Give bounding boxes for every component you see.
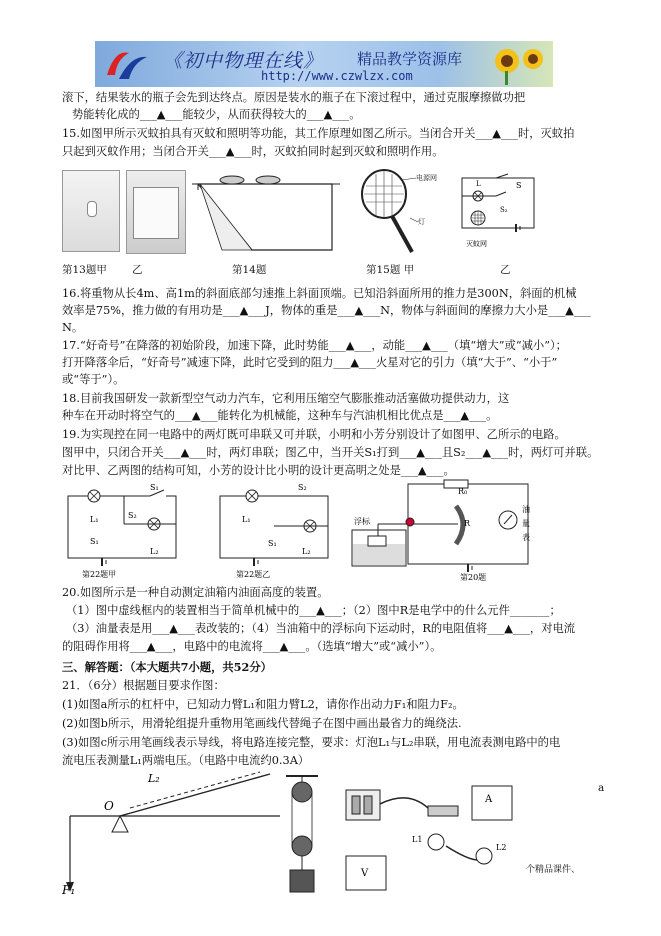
mosquito-net-label: 灭蚊网 bbox=[466, 240, 487, 248]
text-line: 15.如图甲所示灭蚊拍具有灭蚊和照明等功能，其工作原理如图乙所示。当闭合开关___▲___时，灭蚊拍 bbox=[62, 127, 575, 140]
text-line: 18.目前我国研发一款新型空气动力汽车，它利用压缩空气膨胀推动活塞做功提供动力，这 bbox=[62, 392, 510, 405]
caption-22a: 第22题甲 bbox=[82, 570, 117, 579]
r0-label: R₀ bbox=[458, 487, 468, 496]
text-line: 效率是75%，推力做的有用功是___▲___J，物体的重是___▲___N，物体与斜面间的摩擦力大小是___▲___ bbox=[62, 304, 591, 317]
l1-label-b: L₁ bbox=[242, 515, 251, 524]
switch-photo-b bbox=[126, 170, 186, 254]
banner-url: http://www.czwlzx.com bbox=[261, 69, 413, 83]
text-line: 或“等于”）。 bbox=[62, 373, 125, 386]
circuit-22b bbox=[214, 482, 334, 578]
text-line: (1)如图a所示的杠杆中，已知动力臂L₁和阻力臂L2，请你作出动力F₁和阻力F₂。 bbox=[62, 698, 464, 711]
caption-13: 第13题甲 bbox=[62, 264, 107, 276]
circuit-22a bbox=[62, 482, 182, 578]
f1-label: F₁ bbox=[62, 883, 76, 897]
l1-label: L₁ bbox=[90, 515, 99, 524]
ammeter-label: A bbox=[485, 794, 493, 805]
text-line: 21．（6分）根据题目要求作图： bbox=[62, 679, 225, 692]
caption-14: 第14题 bbox=[232, 264, 267, 276]
switch-s2-label: S₂ bbox=[500, 206, 508, 214]
text-line: 20.如图所示是一种自动测定油箱内油面高度的装置。 bbox=[62, 586, 329, 599]
caption-20: 第20题 bbox=[460, 573, 487, 582]
lamp-label: 灯 bbox=[418, 218, 425, 226]
text-line: 的阻碍作用将___▲___，电路中的电流将___▲___。（选填“增大”或“减小”）。 bbox=[62, 640, 442, 653]
text-line: N。 bbox=[62, 321, 84, 334]
switch-s1-label: S bbox=[516, 181, 522, 190]
meter-label-3: 表 bbox=[522, 533, 530, 542]
float-label: 浮标 bbox=[354, 517, 370, 526]
s1-label: S₁ bbox=[150, 483, 159, 492]
caption-15b: 乙 bbox=[500, 264, 511, 276]
lamp-l-label: L bbox=[476, 180, 481, 188]
s2-label: S₂ bbox=[128, 511, 137, 520]
s1-label-b: S₁ bbox=[90, 537, 99, 546]
lever-figure bbox=[60, 768, 292, 900]
components-figure bbox=[338, 780, 518, 900]
banner-subtitle: 精品教学资源库 bbox=[357, 50, 463, 68]
text-line: 16.将重物从长4m、高1m的斜面底部匀速推上斜面顶端。已知沿斜面所用的推力是300N，斜面的机械 bbox=[62, 287, 577, 300]
text-line: 流电压表测量L₁两端电压。（电路中电流约0.3A） bbox=[62, 754, 310, 767]
caption-13b: 乙 bbox=[132, 264, 143, 276]
figure-a-label: a bbox=[598, 782, 605, 794]
l2-arm-label: L₂ bbox=[148, 772, 160, 785]
text-line: 17.“好奇号”在降落的初始阶段，加速下降，此时势能___▲___，动能___▲___（填“增大”或“减小”）； bbox=[62, 339, 567, 352]
l2-label: L₂ bbox=[150, 547, 159, 556]
logo-icon bbox=[103, 45, 153, 83]
l2-label-b: L₂ bbox=[302, 547, 311, 556]
text-line: （1）图中虚线框内的装置相当于简单机械中的___▲___；（2）图中R是电学中的什么元件_______； bbox=[66, 604, 561, 617]
sunflower-icon bbox=[485, 43, 549, 85]
footer-note: 个精品课件、 bbox=[526, 865, 581, 875]
text-line: 对比甲、乙两图的结构可知，小芳的设计比小明的设计更高明之处是___▲___。 bbox=[62, 464, 455, 477]
s1-label-c: S₁ bbox=[268, 539, 277, 548]
pulley-figure bbox=[282, 774, 322, 898]
caption-22b: 第22题乙 bbox=[236, 570, 271, 579]
racket-circuit bbox=[456, 172, 542, 252]
text-line: （3）油量表是用___▲___表改装的；（4）当油箱中的浮标向下运动时，R的电阻值将___▲___，对电流 bbox=[66, 622, 576, 635]
meter-label-1: 油 bbox=[522, 505, 530, 514]
pivot-label: O bbox=[104, 799, 114, 813]
section-heading: 三、解答题：（本大题共7小题，共52分） bbox=[62, 660, 272, 674]
text-line: 种车在开动时将空气的___▲___能转化为机械能，这种车与汽油机相比优点是___▲___。 bbox=[62, 409, 498, 422]
fuel-gauge-figure bbox=[348, 480, 548, 580]
text-line: (2)如图b所示，用滑轮组提升重物用笔画线代替绳子在图中画出最省力的绳绕法. bbox=[62, 717, 462, 730]
mosquito-racket-figure bbox=[352, 166, 437, 258]
s2-label-b: S₂ bbox=[298, 483, 307, 492]
caption-15: 第15题 甲 bbox=[366, 264, 415, 276]
l1-bulb-label: L1 bbox=[412, 835, 423, 844]
text-line: 滚下，结果装水的瓶子会先到达终点。原因是装水的瓶子在下滚过程中，通过克服摩擦做功把 bbox=[62, 91, 526, 104]
power-net-label: 电源网 bbox=[416, 174, 437, 182]
text-line: (3)如图c所示用笔画线表示导线，将电路连接完整，要求：灯泡L₁与L₂串联，用电流表测电路中的电 bbox=[62, 736, 561, 749]
voltmeter-label: V bbox=[361, 868, 369, 879]
text-line: 只起到灭蚊作用；当闭合开关___▲___时，灭蚊拍同时起到灭蚊和照明作用。 bbox=[62, 145, 444, 158]
text-line: 图甲中，只闭合开关___▲___时，两灯串联；图乙中，当开关S₁打到___▲___且S₂___▲___时，两灯可并联。 bbox=[62, 446, 599, 459]
text-line: 19.为实现控在同一电路中的两灯既可串联又可并联，小明和小芳分别设计了如图甲、乙所示的电路。 bbox=[62, 428, 566, 441]
header-banner bbox=[95, 41, 553, 87]
text-line: 打开降落伞后，“好奇号”减速下降，此时它受到的阻力___▲___火星对它的引力（填“大于”、“小于” bbox=[62, 356, 558, 369]
meter-label-2: 量 bbox=[522, 519, 530, 528]
banner-title: 《初中物理在线》 bbox=[163, 50, 324, 72]
text-line: 势能转化成的___▲___能较少，从而获得较大的___▲___。 bbox=[72, 108, 361, 121]
switch-photo-a bbox=[62, 170, 120, 252]
r-label: R bbox=[464, 519, 471, 528]
l2-bulb-label: L2 bbox=[496, 843, 507, 852]
incline-figure bbox=[192, 170, 340, 256]
